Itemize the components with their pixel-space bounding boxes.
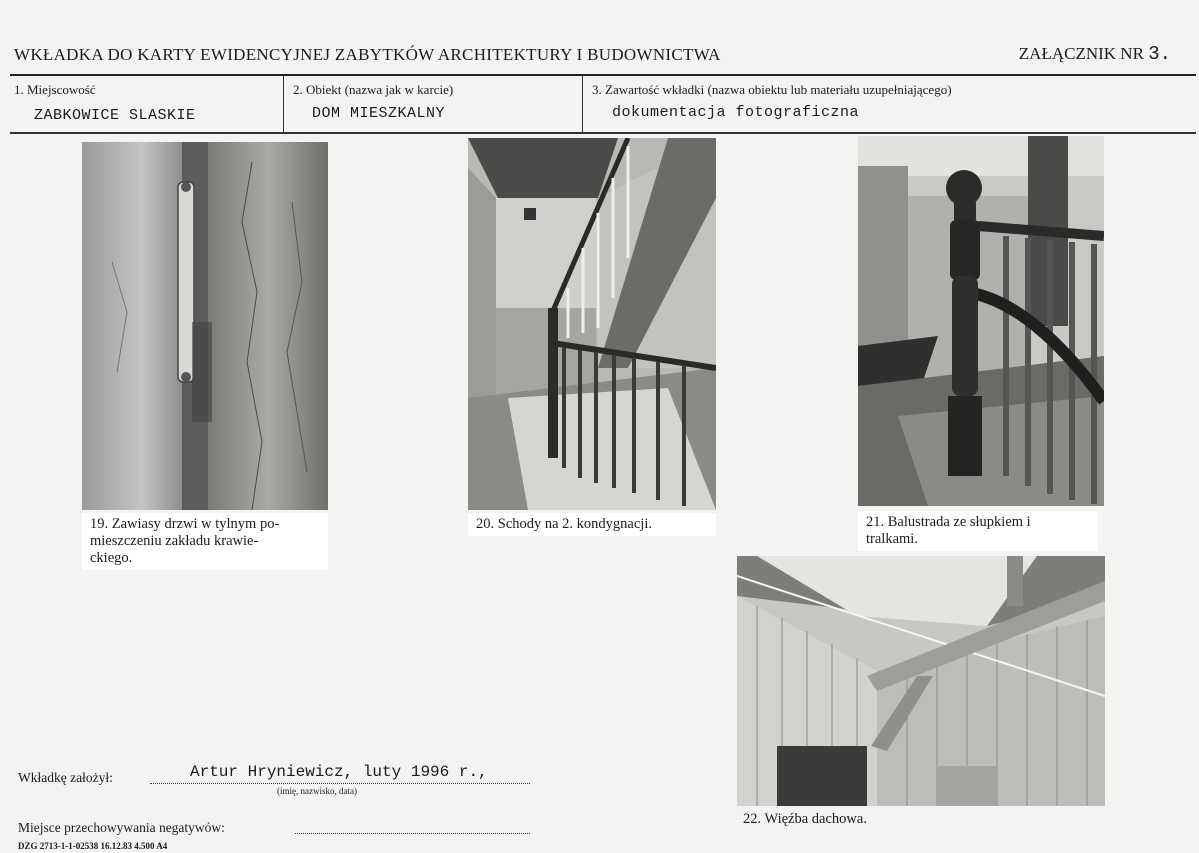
fields-rule <box>10 132 1196 134</box>
caption-photo-20: 20. Schody na 2. kondygnacji. <box>468 513 716 536</box>
object-value: DOM MIESZKALNY <box>312 105 446 122</box>
founder-label: Wkładkę założył: <box>18 770 113 785</box>
founder-hint: (imię, nazwisko, data) <box>277 786 357 796</box>
annex-label <box>1019 43 1171 65</box>
annex-label-text: ZAŁĄCZNIK NR <box>1018 44 1144 63</box>
photo-newel-post <box>858 136 1104 506</box>
photo-roof-truss <box>737 556 1105 806</box>
founder-value: Artur Hryniewicz, luty 1996 r., <box>190 763 488 781</box>
object-label: 2. Obiekt (nazwa jak w karcie) <box>293 82 454 97</box>
caption-photo-22: 22. Więźba dachowa. <box>743 811 867 827</box>
field-divider <box>582 76 583 132</box>
founder-line <box>150 782 530 784</box>
location-label: 1. Miejscowość <box>14 82 96 97</box>
location-value: ZABKOWICE SLASKIE <box>34 107 196 124</box>
content-value: dokumentacja fotograficzna <box>612 104 860 121</box>
field-divider <box>283 76 284 132</box>
annex-number: 3. <box>1148 43 1171 65</box>
document-title: WKŁADKA DO KARTY EWIDENCYJNEJ ZABYTKÓW ARCHITEKTURY I BUDOWNICTWA <box>14 45 721 64</box>
storage-label: Miejsce przechowywania negatywów: <box>18 820 225 835</box>
storage-line <box>295 832 530 834</box>
header-rule <box>10 74 1196 76</box>
photo-door-hinge <box>82 142 328 510</box>
caption-photo-21: 21. Balustrada ze słupkiem i tralkami. <box>858 511 1098 551</box>
photo-staircase <box>468 138 716 510</box>
print-code: DZG 2713-1-1-02538 16.12.83 4.500 A4 <box>18 841 168 851</box>
content-label: 3. Zawartość wkładki (nazwa obiektu lub materiału uzupełniającego) <box>592 82 952 97</box>
caption-photo-19: 19. Zawiasy drzwi w tylnym po- mieszczeniu zakładu krawie- ckiego. <box>82 513 328 570</box>
